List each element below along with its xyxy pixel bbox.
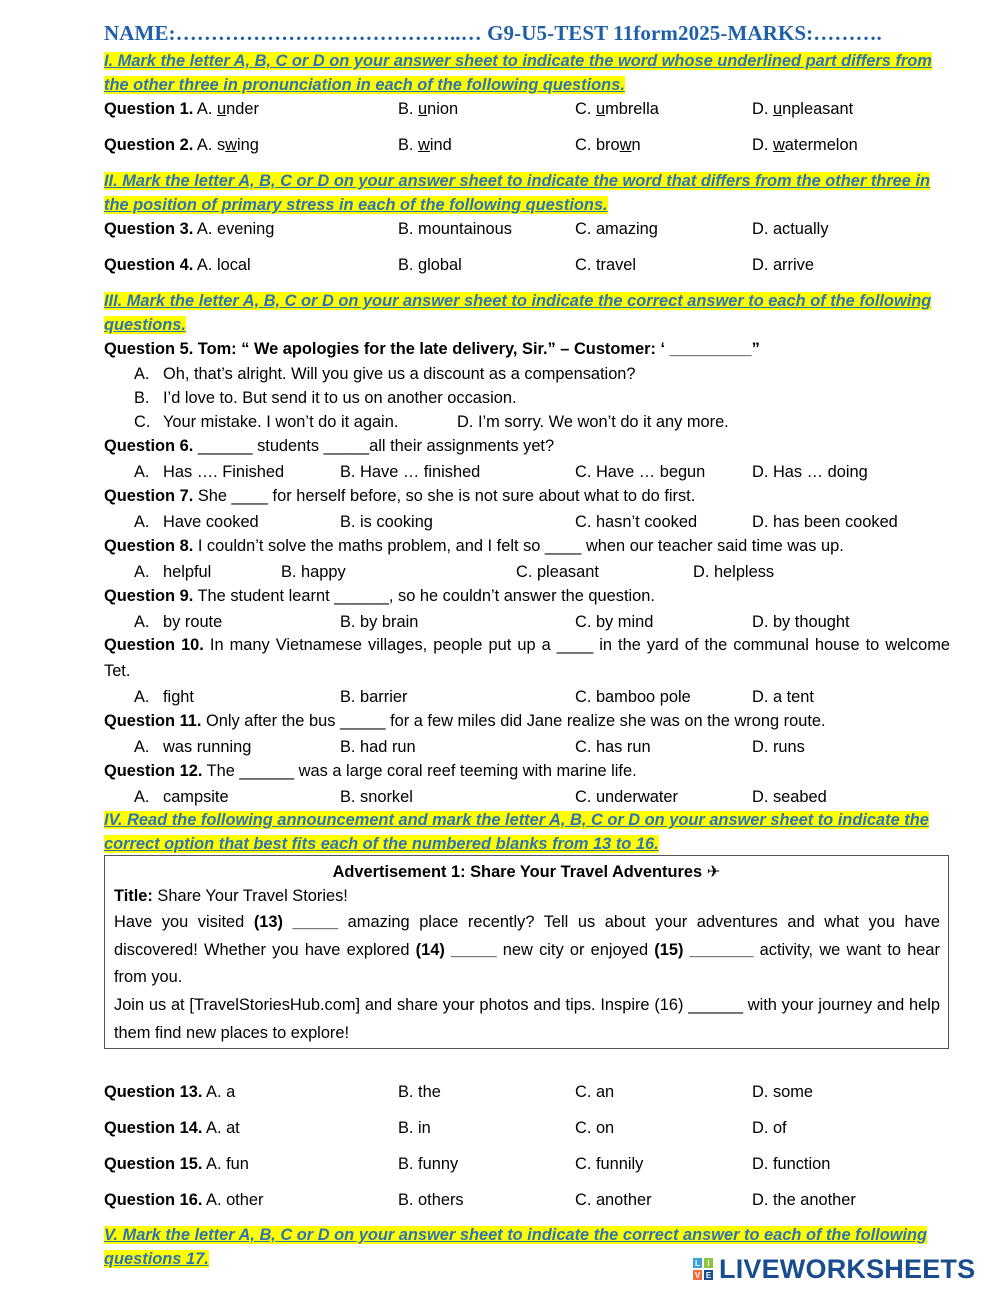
advertisement-box bbox=[104, 855, 949, 1049]
q2-option-c[interactable]: C. brown bbox=[575, 136, 641, 154]
question-9: Question 9. The student learnt ______, so he couldn’t answer the question. bbox=[104, 587, 655, 605]
q2-option-d[interactable]: D. watermelon bbox=[752, 136, 858, 154]
question-2: Question 2. A. swing bbox=[104, 136, 259, 154]
section-5-instruction: V. Mark the letter A, B, C or D on your answer sheet to indicate the correct answer to each of the following questions 17. bbox=[104, 1226, 928, 1268]
blank-15[interactable]: (15) _______ bbox=[654, 940, 754, 959]
q8-option-c[interactable]: C. pleasant bbox=[516, 563, 599, 581]
q8-option-d[interactable]: D. helpless bbox=[693, 563, 775, 581]
q12-option-a-letter[interactable]: A. bbox=[134, 788, 150, 806]
q7-option-b[interactable]: B. is cooking bbox=[340, 513, 433, 531]
question-4: Question 4. A. local bbox=[104, 256, 251, 274]
question-13: Question 13. A. a bbox=[104, 1083, 236, 1101]
q3-option-d[interactable]: D. actually bbox=[752, 220, 829, 238]
q10-option-b[interactable]: B. barrier bbox=[340, 688, 408, 706]
section-3-instruction: III. Mark the letter A, B, C or D on your answer sheet to indicate the correct answer to each of the following questions. bbox=[104, 292, 932, 334]
q8-option-b[interactable]: B. happy bbox=[281, 563, 346, 581]
q4-option-b[interactable]: B. global bbox=[398, 256, 462, 274]
q9-option-d[interactable]: D. by thought bbox=[752, 613, 850, 631]
question-14: Question 14. A. at bbox=[104, 1119, 240, 1137]
q11-option-a[interactable]: was running bbox=[163, 738, 252, 756]
q11-option-b[interactable]: B. had run bbox=[340, 738, 416, 756]
q16-option-d[interactable]: D. the another bbox=[752, 1191, 856, 1209]
q5-option-c[interactable]: Your mistake. I won’t do it again. bbox=[163, 413, 399, 431]
blank-13[interactable]: (13) _____ bbox=[253, 913, 339, 931]
section-4-instruction: IV. Read the following announcement and mark the letter A, B, C or D on your answer sheet to indicate the correct option that best fits each of the numbered blanks from 13 to 16. bbox=[104, 811, 929, 853]
q9-option-a-letter[interactable]: A. bbox=[134, 613, 150, 631]
q10-option-c[interactable]: C. bamboo pole bbox=[575, 688, 691, 706]
q4-option-c[interactable]: C. travel bbox=[575, 256, 637, 274]
q7-option-a[interactable]: Have cooked bbox=[163, 513, 259, 531]
q8-option-a-letter[interactable]: A. bbox=[134, 563, 150, 581]
q15-option-d[interactable]: D. function bbox=[752, 1155, 831, 1173]
advertisement-paragraph-2: Join us at [TravelStoriesHub.com] and share your photos and tips. Inspire (16) ______ with your journey and help them find new places to explore! bbox=[114, 996, 940, 1042]
q11-option-a-letter[interactable]: A. bbox=[134, 738, 150, 756]
q9-option-a[interactable]: by route bbox=[163, 613, 223, 631]
q7-option-c[interactable]: C. hasn’t cooked bbox=[575, 513, 698, 531]
q1-option-b[interactable]: B. union bbox=[398, 100, 459, 118]
q12-option-c[interactable]: C. underwater bbox=[575, 788, 678, 806]
advertisement-title: Title: Share Your Travel Stories! bbox=[114, 887, 348, 905]
question-16: Question 16. A. other bbox=[104, 1191, 264, 1209]
q5-option-d[interactable]: D. I’m sorry. We won’t do it any more. bbox=[457, 413, 729, 431]
question-11: Question 11. Only after the bus _____ for a few miles did Jane realize she was on the wrong route. bbox=[104, 712, 826, 730]
q6-option-c[interactable]: C. Have … begun bbox=[575, 463, 706, 481]
q12-option-b[interactable]: B. snorkel bbox=[340, 788, 413, 806]
q6-option-b[interactable]: B. Have … finished bbox=[340, 463, 481, 481]
question-8: Question 8. I couldn’t solve the maths problem, and I felt so ____ when our teacher said time was up. bbox=[104, 537, 844, 555]
question-7: Question 7. She ____ for herself before, so she is not sure about what to do first. bbox=[104, 487, 696, 505]
q14-option-b[interactable]: B. in bbox=[398, 1119, 431, 1137]
q6-option-a-letter[interactable]: A. bbox=[134, 463, 150, 481]
q7-option-a-letter[interactable]: A. bbox=[134, 513, 150, 531]
q13-option-c[interactable]: C. an bbox=[575, 1083, 615, 1101]
q1-option-c[interactable]: C. umbrella bbox=[575, 100, 659, 118]
question-1: Question 1. A. under bbox=[104, 100, 259, 118]
q9-option-c[interactable]: C. by mind bbox=[575, 613, 654, 631]
q13-option-b[interactable]: B. the bbox=[398, 1083, 441, 1101]
logo-text: LIVEWORKSHEETS bbox=[719, 1253, 976, 1284]
q16-option-b[interactable]: B. others bbox=[398, 1191, 464, 1209]
question-10: Question 10. In many Vietnamese villages, people put up a ____ in the yard of the communal house to welcome Tet. bbox=[104, 636, 951, 680]
q4-option-d[interactable]: D. arrive bbox=[752, 256, 814, 274]
liveworksheets-logo-icon bbox=[692, 1256, 716, 1282]
q10-option-a-letter[interactable]: A. bbox=[134, 688, 150, 706]
section-1-instruction: I. Mark the letter A, B, C or D on your answer sheet to indicate the word whose underlined part differs from the other three in pronunciation in each of the following questions. bbox=[104, 52, 932, 94]
q3-option-c[interactable]: C. amazing bbox=[575, 220, 658, 238]
svg-text:I: I bbox=[707, 1259, 710, 1268]
q14-option-d[interactable]: D. of bbox=[752, 1119, 787, 1137]
advertisement-heading: Advertisement 1: Share Your Travel Adventures ✈ bbox=[332, 863, 721, 881]
page-title: NAME:…………………………………..… G9-U5-TEST 11form2025-MARKS:………. bbox=[104, 21, 882, 45]
q10-option-a[interactable]: fight bbox=[163, 688, 194, 706]
q8-option-a[interactable]: helpful bbox=[163, 563, 212, 581]
q3-option-b[interactable]: B. mountainous bbox=[398, 220, 512, 238]
q12-option-a[interactable]: campsite bbox=[163, 788, 229, 806]
q5-option-c-letter[interactable]: C. bbox=[134, 413, 151, 431]
question-15: Question 15. A. fun bbox=[104, 1155, 249, 1173]
q5-option-a[interactable]: Oh, that’s alright. Will you give us a discount as a compensation? bbox=[163, 365, 636, 383]
liveworksheets-logo[interactable] bbox=[692, 1254, 975, 1284]
q15-option-c[interactable]: C. funnily bbox=[575, 1155, 644, 1173]
section-2-instruction: II. Mark the letter A, B, C or D on your answer sheet to indicate the word that differs from the other three in the position of primary stress in each of the following questions. bbox=[104, 172, 931, 214]
q10-option-d[interactable]: D. a tent bbox=[752, 688, 814, 706]
q1-option-d[interactable]: D. unpleasant bbox=[752, 100, 854, 118]
q11-option-c[interactable]: C. has run bbox=[575, 738, 651, 756]
q5-option-a-letter[interactable]: A. bbox=[134, 365, 150, 383]
q13-option-d[interactable]: D. some bbox=[752, 1083, 814, 1101]
q2-option-b[interactable]: B. wind bbox=[398, 136, 452, 154]
q7-option-d[interactable]: D. has been cooked bbox=[752, 513, 898, 531]
question-5: Question 5. Tom: “ We apologies for the late delivery, Sir.” – Customer: ‘ _________” bbox=[104, 340, 760, 358]
q14-option-c[interactable]: C. on bbox=[575, 1119, 615, 1137]
q6-option-d[interactable]: D. Has … doing bbox=[752, 463, 868, 481]
q9-option-b[interactable]: B. by brain bbox=[340, 613, 419, 631]
question-12: Question 12. The ______ was a large coral reef teeming with marine life. bbox=[104, 762, 637, 780]
q5-option-b[interactable]: I’d love to. But send it to us on another occasion. bbox=[163, 389, 517, 407]
question-3: Question 3. A. evening bbox=[104, 220, 275, 238]
svg-text:L: L bbox=[695, 1259, 700, 1268]
blank-14[interactable]: (14) _____ bbox=[415, 940, 497, 959]
svg-text:E: E bbox=[705, 1271, 712, 1280]
q16-option-c[interactable]: C. another bbox=[575, 1191, 652, 1209]
q5-option-b-letter[interactable]: B. bbox=[134, 389, 150, 407]
svg-text:V: V bbox=[694, 1271, 701, 1280]
q6-option-a[interactable]: Has …. Finished bbox=[163, 463, 285, 481]
advertisement-paragraph-1: Have you visited (13) _____ amazing place recently? Tell us about your adventures and what you have discovered! Whether you have explored (14) _____ new city or enjoyed (15) _______ activity, we want to hear from you. bbox=[114, 913, 941, 986]
q11-option-d[interactable]: D. runs bbox=[752, 738, 805, 756]
q15-option-b[interactable]: B. funny bbox=[398, 1155, 459, 1173]
q12-option-d[interactable]: D. seabed bbox=[752, 788, 827, 806]
question-6: Question 6. ______ students _____all their assignments yet? bbox=[104, 437, 555, 455]
